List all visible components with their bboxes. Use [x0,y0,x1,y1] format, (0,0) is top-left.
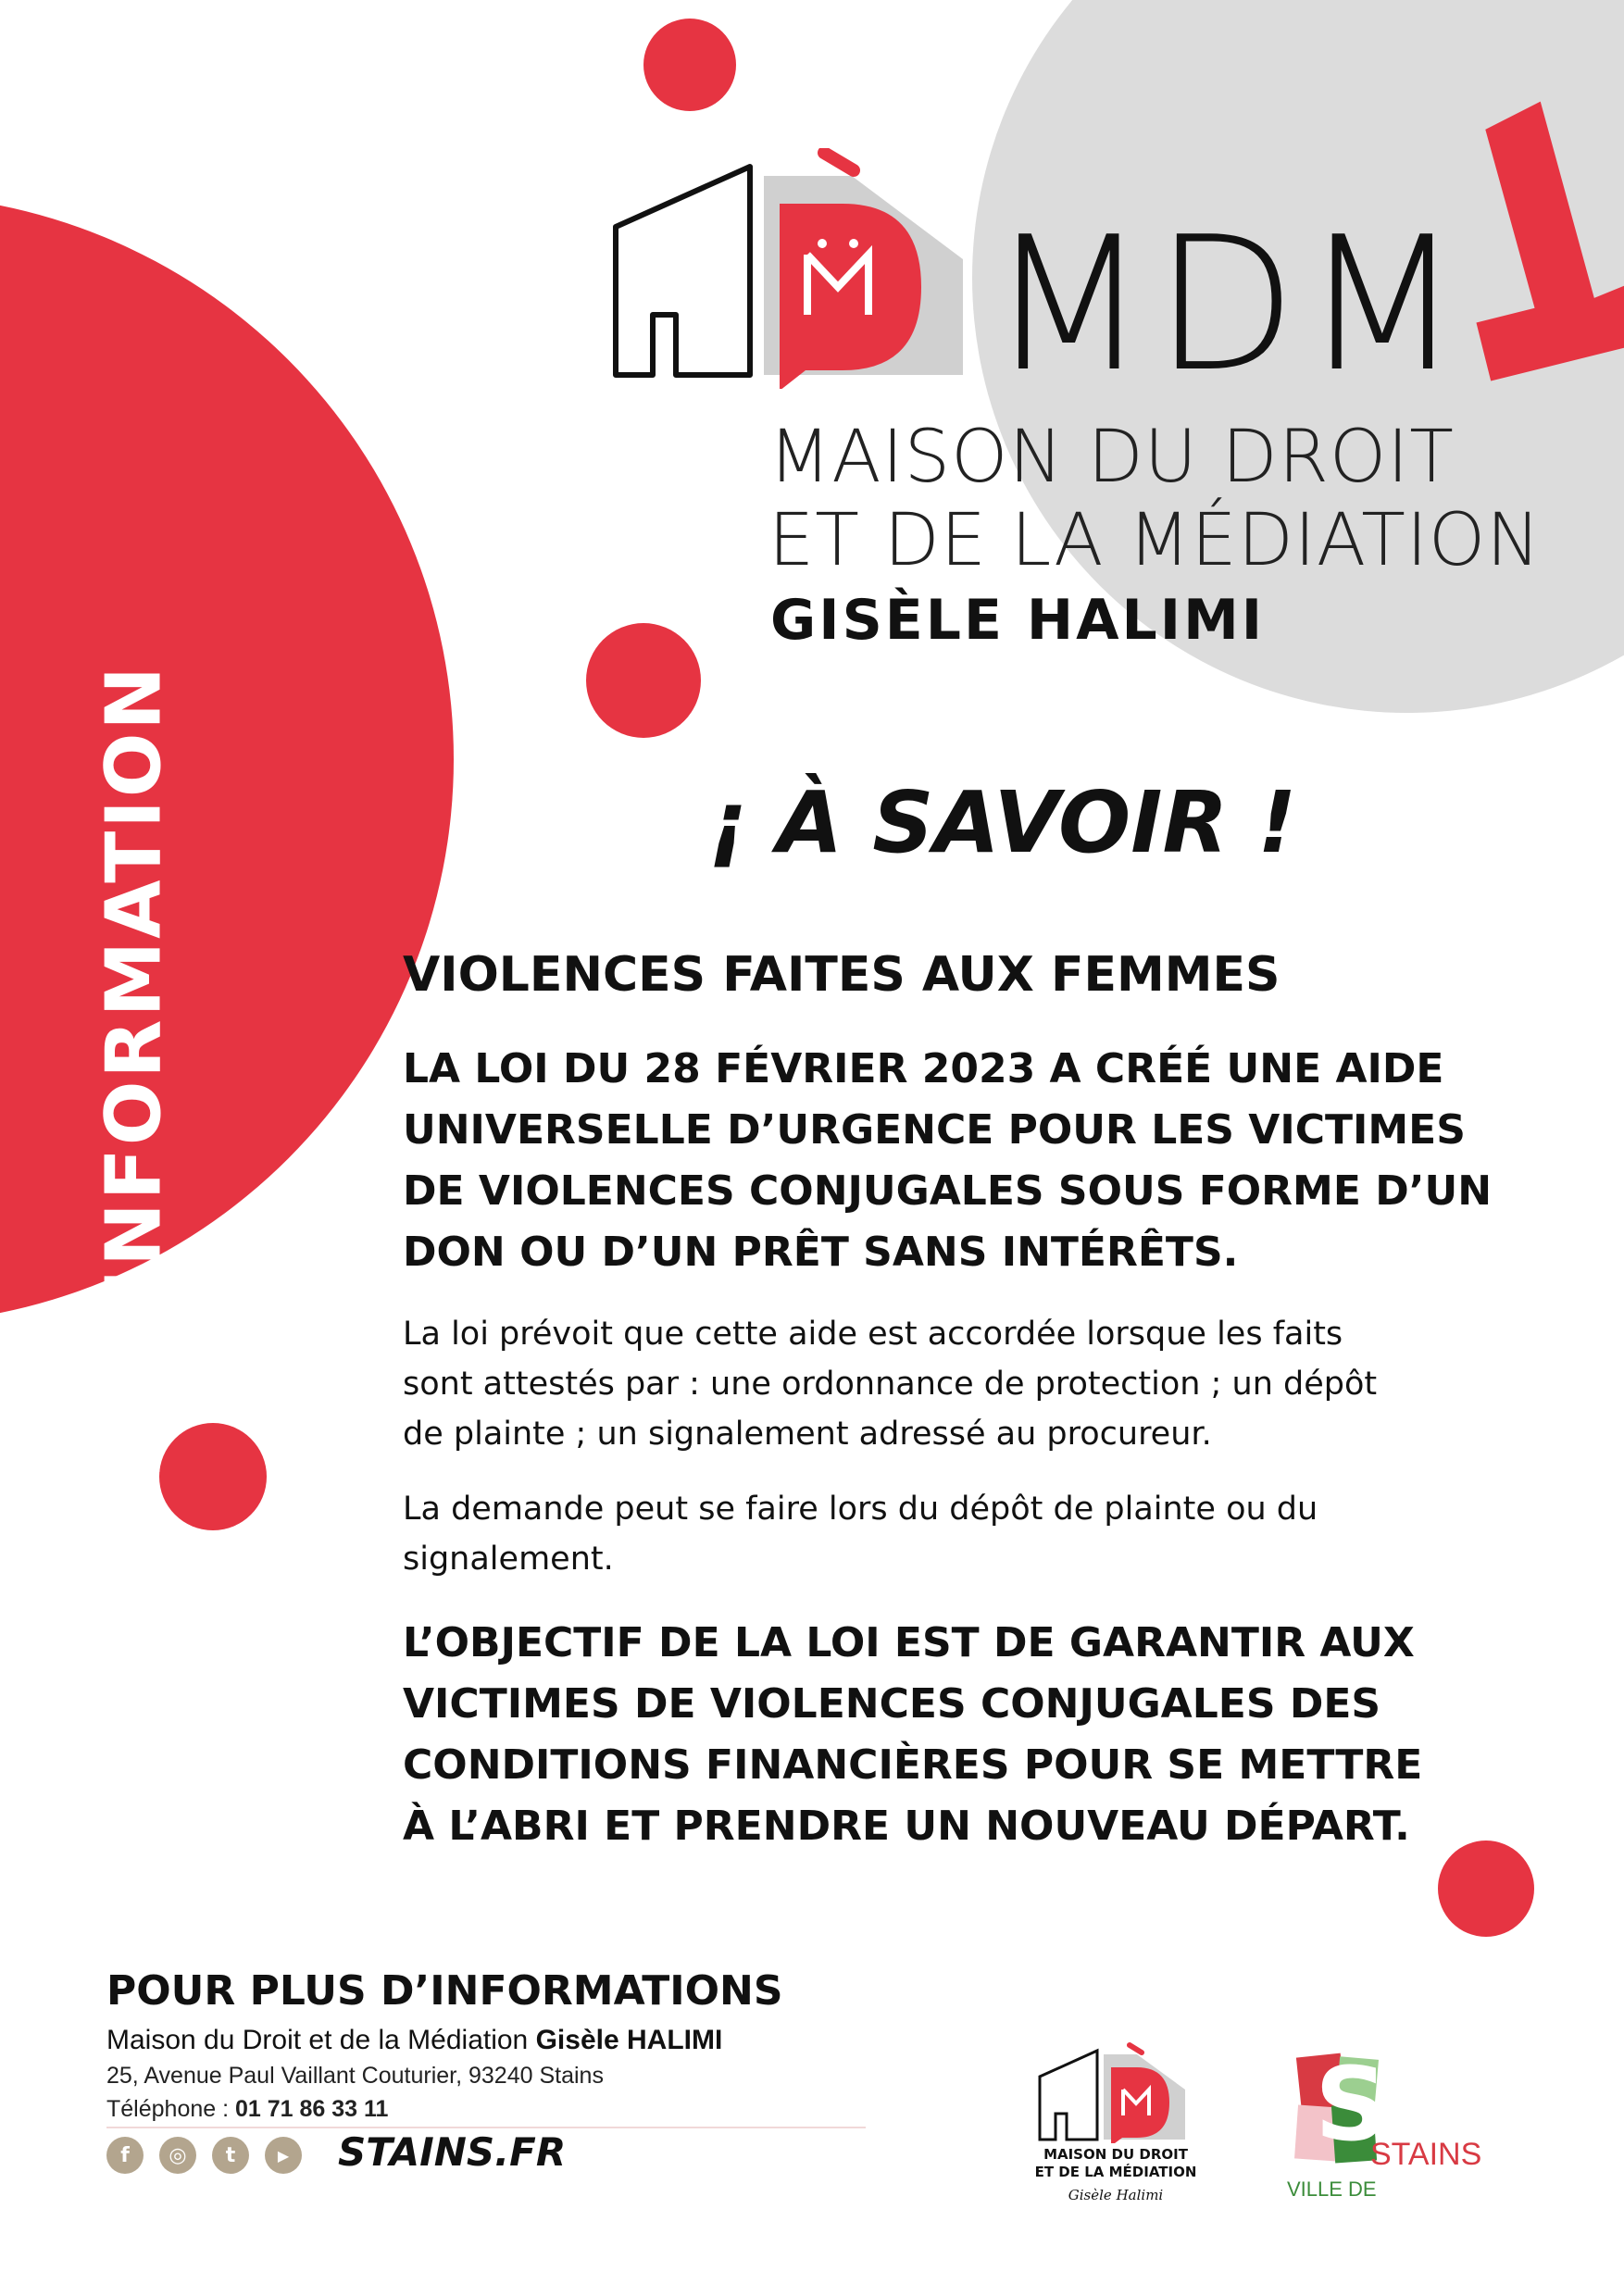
big-red-half-disc [0,194,454,1324]
youtube-icon[interactable]: ▶ [265,2137,302,2174]
conclusion-line: CONDITIONS FINANCIÈRES POUR SE METTRE [403,1741,1423,1789]
twitter-icon[interactable]: t [212,2137,249,2174]
logo-line-2: ET DE LA MÉDIATION [768,499,1542,582]
red-dot-mid [586,623,701,738]
facebook-icon[interactable]: f [106,2137,144,2174]
mini-house-logo-icon [1037,2041,1194,2143]
body-paragraph-2 [403,1484,1318,1584]
instagram-icon[interactable]: ◎ [159,2137,196,2174]
body-line: de plainte ; un signalement adressé au procureur. [403,1416,1212,1453]
mini-logo-text [1023,2146,1208,2181]
body-line: sont attestés par : une ordonnance de protection ; un dépôt [403,1366,1378,1403]
lead-paragraph [403,1039,1492,1283]
conclusion-line: L’OBJECTIF DE LA LOI EST DE GARANTIR AUX [403,1619,1415,1666]
lead-line: LA LOI DU 28 FÉVRIER 2023 A CRÉÉ UNE AIDE [403,1045,1444,1092]
side-banner-thin: MDM [90,1323,179,1522]
footer-address: 25, Avenue Paul Vaillant Couturier, 93240 Stains [106,2063,604,2089]
footer-phone [106,2096,388,2123]
stains-logo-name: STAINS [1370,2137,1482,2172]
body-line: La demande peut se faire lors du dépôt de plainte ou du [403,1491,1318,1528]
footer-phone-label: Téléphone : [106,2096,235,2122]
stains-logo-letter: S [1315,2045,1389,2164]
conclusion-paragraph [403,1613,1422,1857]
red-dot-right [1438,1841,1534,1937]
footer-org-bold: Gisèle HALIMI [535,2025,723,2055]
conclusion-line: VICTIMES DE VIOLENCES CONJUGALES DES [403,1680,1381,1728]
lead-line: DE VIOLENCES CONJUGALES SOUS FORME D’UN [403,1167,1493,1215]
body-line: signalement. [403,1541,614,1578]
page-headline: ¡ À SAVOIR ! [708,773,1297,872]
mini-logo-line-2: ET DE LA MÉDIATION [1034,2164,1197,2180]
side-banner-bold: INFORMATION [90,663,179,1298]
mini-logo-line-1: MAISON DU DROIT [1043,2146,1188,2163]
logo-word: MDM [989,197,1468,413]
body-line: La loi prévoit que cette aide est accordée lorsque les faits [403,1316,1343,1353]
stains-logo-prefix: VILLE DE [1287,2177,1377,2201]
footer-heading: POUR PLUS D’INFORMATIONS [106,1967,783,2015]
lead-line: DON OU D’UN PRÊT SANS INTÉRÊTS. [403,1229,1239,1276]
social-links [106,2137,302,2174]
logo-line-1: MAISON DU DROIT [768,416,1455,499]
lead-line: UNIVERSELLE D’URGENCE POUR LES VICTIMES [403,1106,1466,1154]
section-title: VIOLENCES FAITES AUX FEMMES [403,947,1280,1003]
house-logo-icon [611,148,1009,389]
logo-line-3: GISÈLE HALIMI [770,588,1266,653]
mini-logo-signature: Gisèle Halimi [1068,2187,1164,2203]
footer-org [106,2025,722,2056]
footer-org-prefix: Maison du Droit et de la Médiation [106,2025,536,2055]
footer-phone-number: 01 71 86 33 11 [235,2096,389,2122]
website-link[interactable]: STAINS.FR [338,2129,567,2175]
conclusion-line: À L’ABRI ET PRENDRE UN NOUVEAU DÉPART. [403,1803,1410,1850]
body-paragraph-1 [403,1309,1377,1459]
red-dot-top [643,19,736,111]
